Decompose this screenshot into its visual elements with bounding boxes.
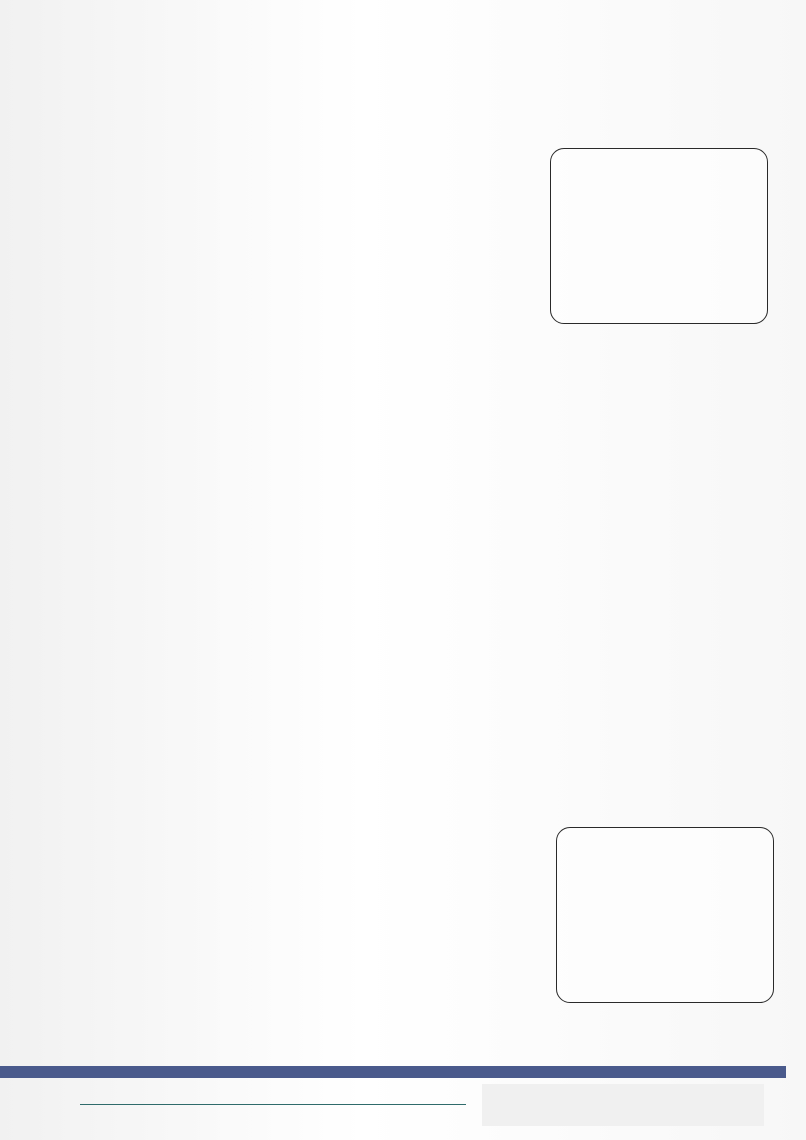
footer-box: [482, 1084, 764, 1126]
reference-table-extra: [556, 827, 774, 1003]
pots-image-extra: [16, 548, 548, 708]
pots-image-top: [30, 48, 560, 196]
footer-bar: [0, 1066, 786, 1078]
footer-line: [80, 1104, 466, 1105]
reference-table: [550, 148, 768, 324]
